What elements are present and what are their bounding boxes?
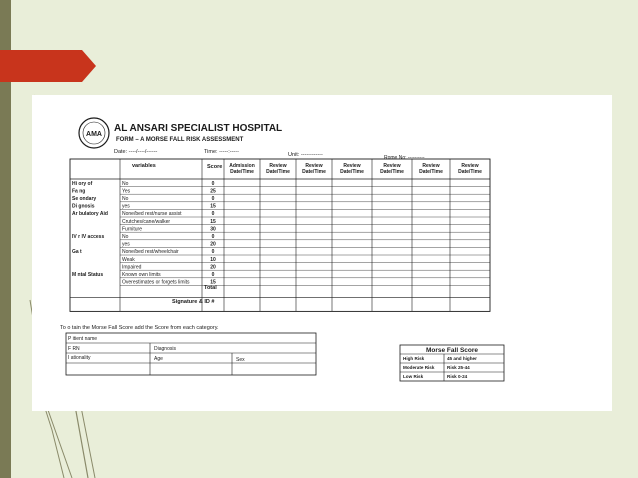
row-score: 15 <box>210 218 216 225</box>
table-row <box>72 234 215 240</box>
row-option: Impaired <box>122 264 142 271</box>
score-level-label: Moderate Risk <box>403 365 435 370</box>
patient-nationality-label: I ationality <box>68 355 91 361</box>
patient-box <box>66 333 316 375</box>
instruction-text: To o tain the Morse Fall Score add the Score from each category. <box>60 325 219 331</box>
score-level-value: Risk 25-44 <box>447 365 470 370</box>
row-category: M ntal Status <box>72 272 104 278</box>
assessment-table-grid <box>70 159 490 311</box>
header-review-col: Review Date/Time <box>419 163 443 175</box>
header-review-col: Review Date/Time <box>458 163 482 175</box>
row-score: 20 <box>210 264 216 271</box>
header-review-col: Admission Date/Time <box>229 163 255 175</box>
room-field: Rome No: ---------- <box>384 155 425 161</box>
form-title: FORM – A MORSE FALL RISK ASSESSMENT <box>116 137 244 143</box>
score-level-label: High Risk <box>403 356 425 361</box>
row-option: yes <box>122 241 130 248</box>
row-option: No <box>122 234 129 240</box>
row-category: Fa ng <box>72 188 86 195</box>
date-field: Date: ----/----/------ <box>114 149 158 155</box>
signature-label: Signature & ID # <box>172 299 215 305</box>
header-variables: variables <box>132 163 156 169</box>
patient-mrn-label: F RN <box>68 346 80 352</box>
row-option: Furniture <box>122 226 143 233</box>
hospital-name: AL ANSARI SPECIALIST HOSPITAL <box>114 123 283 134</box>
patient-diagnosis-label: Diagnosis <box>154 346 176 352</box>
header-review-col: Review Date/Time <box>380 163 404 175</box>
score-level-label: Low Risk <box>403 374 424 379</box>
row-score: 30 <box>210 226 216 233</box>
header-review-col: Review Date/Time <box>302 163 326 175</box>
row-category: Ga t <box>72 249 82 256</box>
score-level-value: 45 and higher <box>447 356 477 361</box>
table-row <box>72 196 215 202</box>
row-option: None/bed rest/wheelchair <box>122 249 179 256</box>
patient-sex-label: Sex <box>236 357 245 363</box>
scanned-form-photo <box>32 95 612 411</box>
row-option: Known own limits <box>122 272 161 278</box>
row-score: 0 <box>211 196 215 202</box>
row-option: Yes <box>122 188 131 195</box>
row-option: Overestimates or forgets limits <box>122 279 190 286</box>
row-score: 0 <box>211 180 215 187</box>
row-score: 15 <box>210 203 216 210</box>
patient-name-label: P itient name <box>68 336 98 342</box>
row-option: No <box>122 180 129 187</box>
table-row <box>72 272 215 278</box>
row-score: 15 <box>210 279 216 286</box>
score-level-value: Risk 0-24 <box>447 374 468 379</box>
morse-score-title: Morse Fall Score <box>425 347 479 354</box>
row-score: 20 <box>210 241 216 248</box>
row-category: Se ondary <box>72 196 97 202</box>
score-levels <box>403 356 477 379</box>
row-score: 0 <box>211 249 215 256</box>
header-review-col: Review Date/Time <box>266 163 290 175</box>
row-category: Di gnosis <box>72 203 95 210</box>
review-headers <box>229 163 482 175</box>
row-option: Weak <box>122 256 135 263</box>
table-row <box>72 188 216 194</box>
slide-title-tag <box>0 50 96 82</box>
table-border <box>70 159 490 311</box>
row-score: 25 <box>210 188 216 195</box>
row-category: IV r IV access <box>72 234 105 240</box>
row-category: Hi ory of <box>72 180 93 187</box>
header-score: Score <box>207 164 223 170</box>
row-option: Crutches/cane/walker <box>122 218 171 225</box>
table-row <box>72 211 215 217</box>
row-option: No <box>122 196 129 202</box>
total-label: Total <box>204 285 217 291</box>
row-option: None/bed rest/nurse assist <box>122 211 182 218</box>
row-score: 0 <box>211 211 215 218</box>
header-review-col: Review Date/Time <box>340 163 364 175</box>
unit-field: Unit: ------------ <box>288 152 323 158</box>
row-score: 10 <box>210 256 216 263</box>
time-field: Time: -----:----- <box>204 149 239 155</box>
row-category: Ar bulatory Aid <box>72 211 108 218</box>
row-score: 0 <box>211 272 215 278</box>
table-row <box>72 204 216 210</box>
logo-text: AMA <box>86 131 102 138</box>
row-option: yes <box>122 203 130 210</box>
patient-age-label: Age <box>154 356 163 362</box>
table-row <box>72 181 215 187</box>
morse-fall-form <box>32 95 612 411</box>
table-row <box>72 249 215 255</box>
assessment-rows <box>72 181 216 286</box>
row-score: 0 <box>211 234 215 240</box>
